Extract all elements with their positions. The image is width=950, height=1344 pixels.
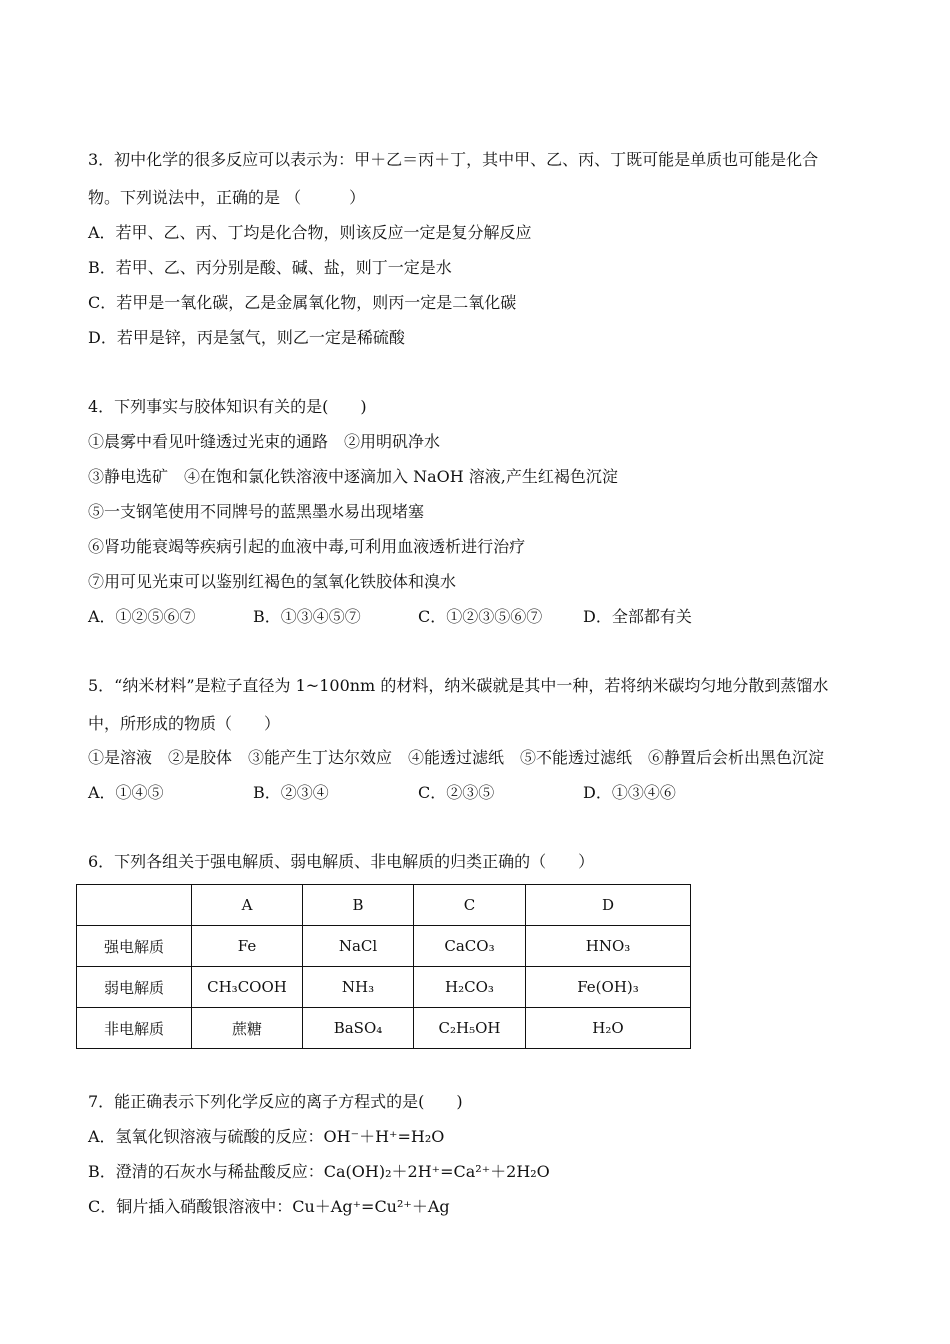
q4-item-6: ⑥肾功能衰竭等疾病引起的血液中毒,可利用血液透析进行治疗 [88,537,526,556]
q7-stem: 7．能正确表示下列化学反应的离子方程式的是( ) [88,1092,463,1111]
table-header-cell: C [414,885,526,926]
q5-stem-line1: 5．“纳米材料”是粒子直径为 1~100nm 的材料，纳米碳就是其中一种，若将纳米碳均匀地分散到蒸馏水 [88,676,829,695]
q5-stem-line2: 中，所形成的物质（ ） [88,714,281,733]
table-header-cell: A [192,885,303,926]
table-cell: H₂O [526,1008,691,1049]
table-cell: BaSO₄ [303,1008,414,1049]
table-row [77,926,691,967]
q4-stem: 4．下列事实与胶体知识有关的是( ) [88,397,367,416]
q7-option-b: B．澄清的石灰水与稀盐酸反应：Ca(OH)₂＋2H⁺=Ca²⁺＋2H₂O [88,1162,550,1181]
q4-option-a: A．①②⑤⑥⑦ [88,607,196,626]
q3-stem-line2: 物。下列说法中，正确的是 （ ） [88,188,366,207]
electrolyte-table [76,884,691,1049]
q3-option-d: D．若甲是锌，丙是氢气，则乙一定是稀硫酸 [88,328,405,347]
row-label: 弱电解质 [77,967,192,1008]
q4-item-5: ⑤一支钢笔使用不同牌号的蓝黑墨水易出现堵塞 [88,502,425,521]
table-cell: NaCl [303,926,414,967]
table-header-cell [77,885,192,926]
table-row [77,967,691,1008]
q4-option-b: B．①③④⑤⑦ [253,607,361,626]
table-header-cell: B [303,885,414,926]
q4-options [88,607,848,627]
q4-item-3-4: ③静电选矿 ④在饱和氯化铁溶液中逐滴加入 NaOH 溶液,产生红褐色沉淀 [88,467,618,486]
table-cell: C₂H₅OH [414,1008,526,1049]
table-cell: NH₃ [303,967,414,1008]
q3-option-a: A．若甲、乙、丙、丁均是化合物，则该反应一定是复分解反应 [88,223,532,242]
q5-option-a: A．①④⑤ [88,783,164,802]
q3-stem-line1: 3．初中化学的很多反应可以表示为：甲＋乙＝丙＋丁，其中甲、乙、丙、丁既可能是单质也可能是化合 [88,150,819,169]
table-cell: Fe [192,926,303,967]
q6-stem: 6．下列各组关于强电解质、弱电解质、非电解质的归类正确的（ ） [88,852,595,871]
q5-options [88,783,848,803]
q4-option-c: C．①②③⑤⑥⑦ [418,607,543,626]
q4-item-7: ⑦用可见光束可以鉴别红褐色的氢氧化铁胶体和溴水 [88,572,457,591]
q5-option-c: C．②③⑤ [418,783,495,802]
q5-properties: ①是溶液 ②是胶体 ③能产生丁达尔效应 ④能透过滤纸 ⑤不能透过滤纸 ⑥静置后会析出黑色沉淀 [88,748,825,767]
table-cell: Fe(OH)₃ [526,967,691,1008]
table-cell: HNO₃ [526,926,691,967]
row-label: 非电解质 [77,1008,192,1049]
table-cell: CaCO₃ [414,926,526,967]
table-header-cell: D [526,885,691,926]
q4-option-d: D．全部都有关 [583,607,692,626]
table-row [77,1008,691,1049]
q3-option-b: B．若甲、乙、丙分别是酸、碱、盐，则丁一定是水 [88,258,452,277]
table-cell: H₂CO₃ [414,967,526,1008]
row-label: 强电解质 [77,926,192,967]
table-cell: 蔗糖 [192,1008,303,1049]
q4-item-1-2: ①晨雾中看见叶缝透过光束的通路 ②用明矾净水 [88,432,441,451]
q5-option-d: D．①③④⑥ [583,783,676,802]
table-cell: CH₃COOH [192,967,303,1008]
q7-option-a: A．氢氧化钡溶液与硫酸的反应：OH⁻＋H⁺=H₂O [88,1127,445,1146]
q7-option-c: C．铜片插入硝酸银溶液中：Cu＋Ag⁺=Cu²⁺＋Ag [88,1197,450,1216]
q3-option-c: C．若甲是一氧化碳，乙是金属氧化物，则丙一定是二氧化碳 [88,293,517,312]
table-header-row [77,885,691,926]
q5-option-b: B．②③④ [253,783,329,802]
